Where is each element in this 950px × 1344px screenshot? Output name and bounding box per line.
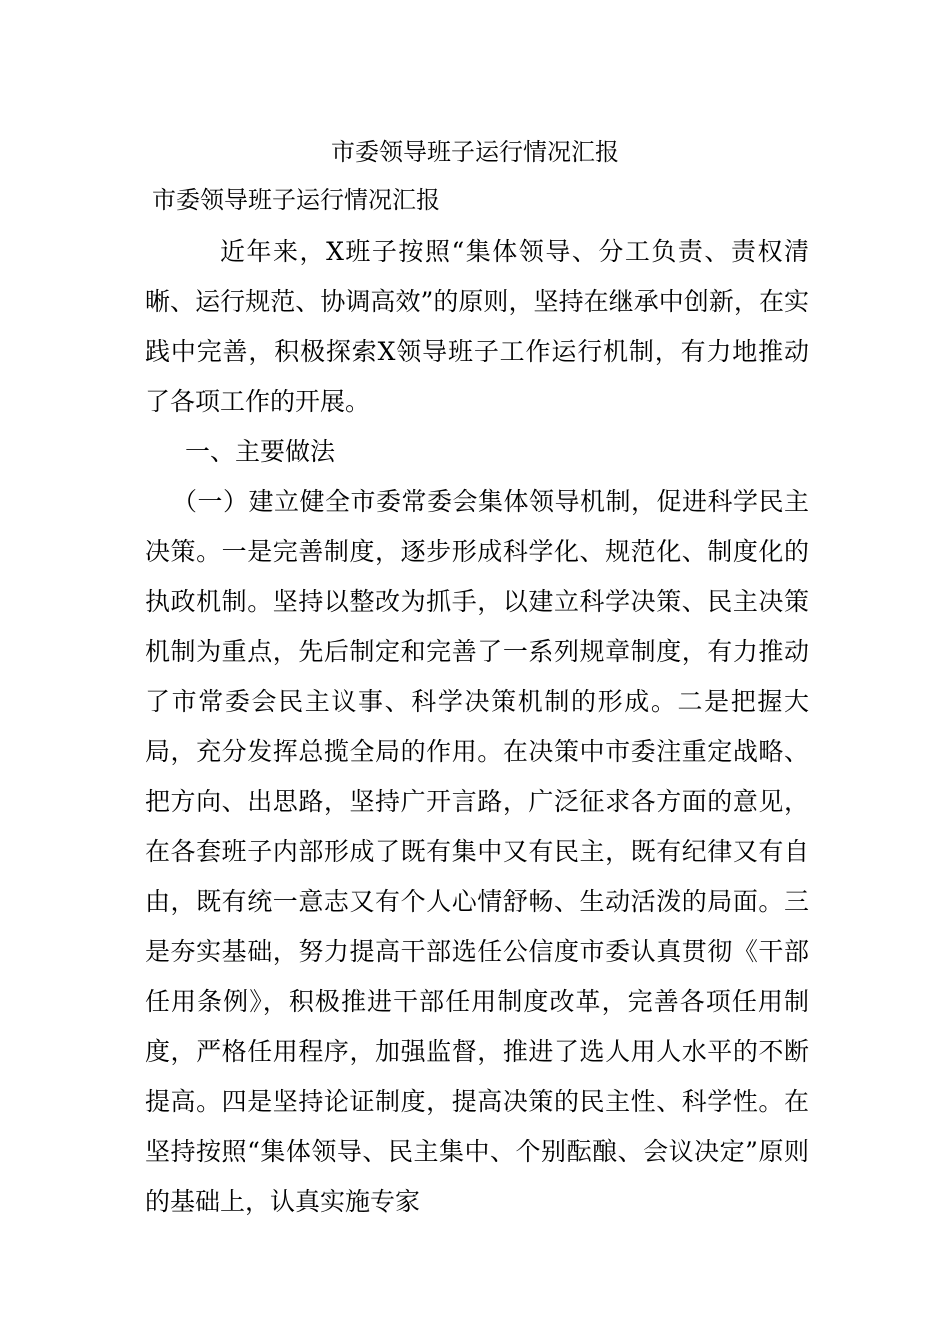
document-title: 市委领导班子运行情况汇报: [331, 138, 619, 166]
section-paragraph-collective-leadership: （一）建立健全市委常委会集体领导机制，促进科学民主决策。一是完善制度，逐步形成科学化、规范化、制度化的执政机制。坚持以整改为抓手，以建立科学决策、民主决策机制为重点，先后制定和完善了一系列规章制度，有力推动了市常委会民主议事、科学决策机制的形成。二是把握大局，充分发挥总揽全局的作用。在决策中市委注重定战略、把方向、出思路，坚持广开言路，广泛征求各方面的意见，在各套班子内部形成了既有集中又有民主，既有纪律又有自由，既有统一意志又有个人心情舒畅、生动活泼的局面。三是夯实基础，努力提高干部选任公信度市委认真贯彻《干部任用条例》，积极推进干部任用制度改革，完善各项任用制度，严格任用程序，加强监督，推进了选人用人水平的不断提高。四是坚持论证制度，提高决策的民主性、科学性。在坚持按照“集体领导、民主集中、个别酝酿、会议决定”原则的基础上，认真实施专家: [145, 487, 809, 1216]
intro-paragraph: 近年来，X班子按照“集体领导、分工负责、责权清晰、运行规范、协调高效”的原则，坚持在继承中创新，在实践中完善，积极探索X领导班子工作运行机制，有力地推动了各项工作的开展。: [145, 237, 809, 416]
document-subtitle: 市委领导班子运行情况汇报: [152, 186, 440, 214]
section-heading-main-practices: 一、主要做法: [185, 437, 336, 466]
